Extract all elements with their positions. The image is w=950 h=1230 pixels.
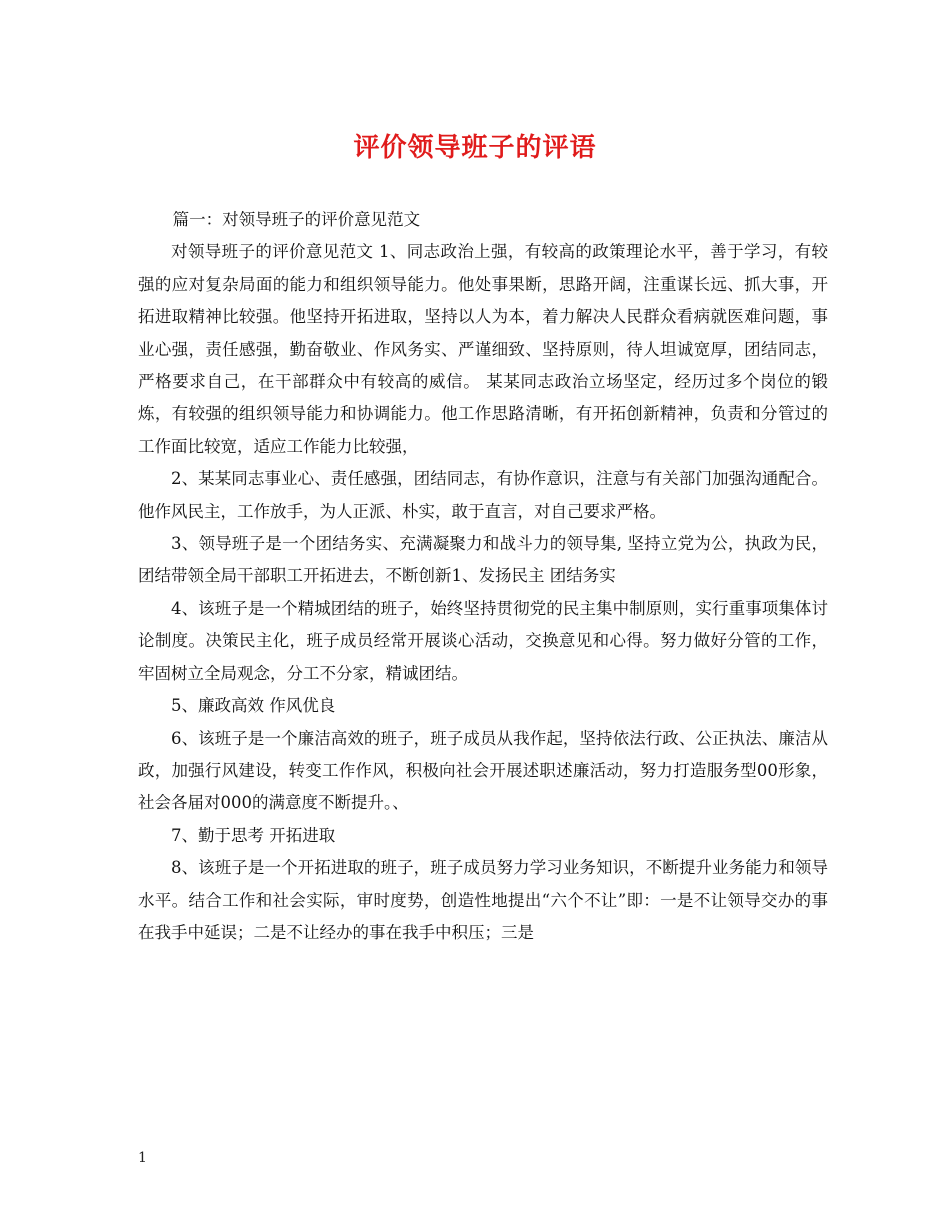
section-heading: 篇一：对领导班子的评价意见范文: [172, 210, 421, 229]
paragraph-7: 7、勤于思考 开拓进取: [171, 825, 336, 845]
paragraph-8: 8、该班子是一个开拓进取的班子，班子成员努力学习业务知识，不断提升业务能力和领导水平。结合工作和社会实际，审时度势，创造性地提出“六个不让”即：一是不让领导交办的事在我手中延误；二是不让经办的事在我手中积压；三是: [138, 858, 828, 942]
paragraph-2: 2、某某同志事业心、责任感强，团结同志，有协作意识，注意与有关部门加强沟通配合。他作风民主，工作放手，为人正派、朴实，敢于直言，对自己要求严格。: [138, 469, 828, 521]
paragraph-1: 对领导班子的评价意见范文 1、同志政治上强，有较高的政策理论水平，善于学习，有较强的应对复杂局面的能力和组织领导能力。他处事果断，思路开阔，注重谋长远、抓大事，开拓进取精神比较强。他坚持开拓进取，坚持以人为本，着力解决人民群众看病就医难问题，事业心强，责任感强，勤奋敬业、作风务实、严谨细致、坚持原则，待人坦诚宽厚，团结同志，严格要求自己，在干部群众中有较高的威信。 某某同志政治立场坚定，经历过多个岗位的锻炼，有较强的组织领导能力和协调能力。他工作思路清晰，有开拓创新精神，负责和分管过的工作面比较宽，适应工作能力比较强，: [138, 242, 828, 456]
document-title: 评价领导班子的评语: [353, 133, 597, 163]
paragraph-5: 5、廉政高效 作风优良: [171, 696, 336, 716]
paragraph-4: 4、该班子是一个精城团结的班子，始终坚持贯彻党的民主集中制原则，实行重事项集体讨论制度。决策民主化，班子成员经常开展谈心活动，交换意见和心得。努力做好分管的工作，牢固树立全局观念，分工不分家，精诚团结。: [138, 598, 828, 683]
page-number: 1: [138, 1150, 147, 1166]
document-body: [138, 204, 828, 949]
paragraph-3: 3、领导班子是一个团结务实、充满凝聚力和战斗力的领导集, 坚持立党为公，执政为民，团结带领全局干部职工开拓进去，不断创新1、发扬民主 团结务实: [138, 534, 828, 586]
paragraph-6: 6、该班子是一个廉洁高效的班子，班子成员从我作起，坚持依法行政、公正执法、廉洁从政，加强行风建设，转变工作作风，积极向社会开展述职述廉活动，努力打造服务型00形象，社会各届对000的满意度不断提升。、: [138, 728, 828, 813]
